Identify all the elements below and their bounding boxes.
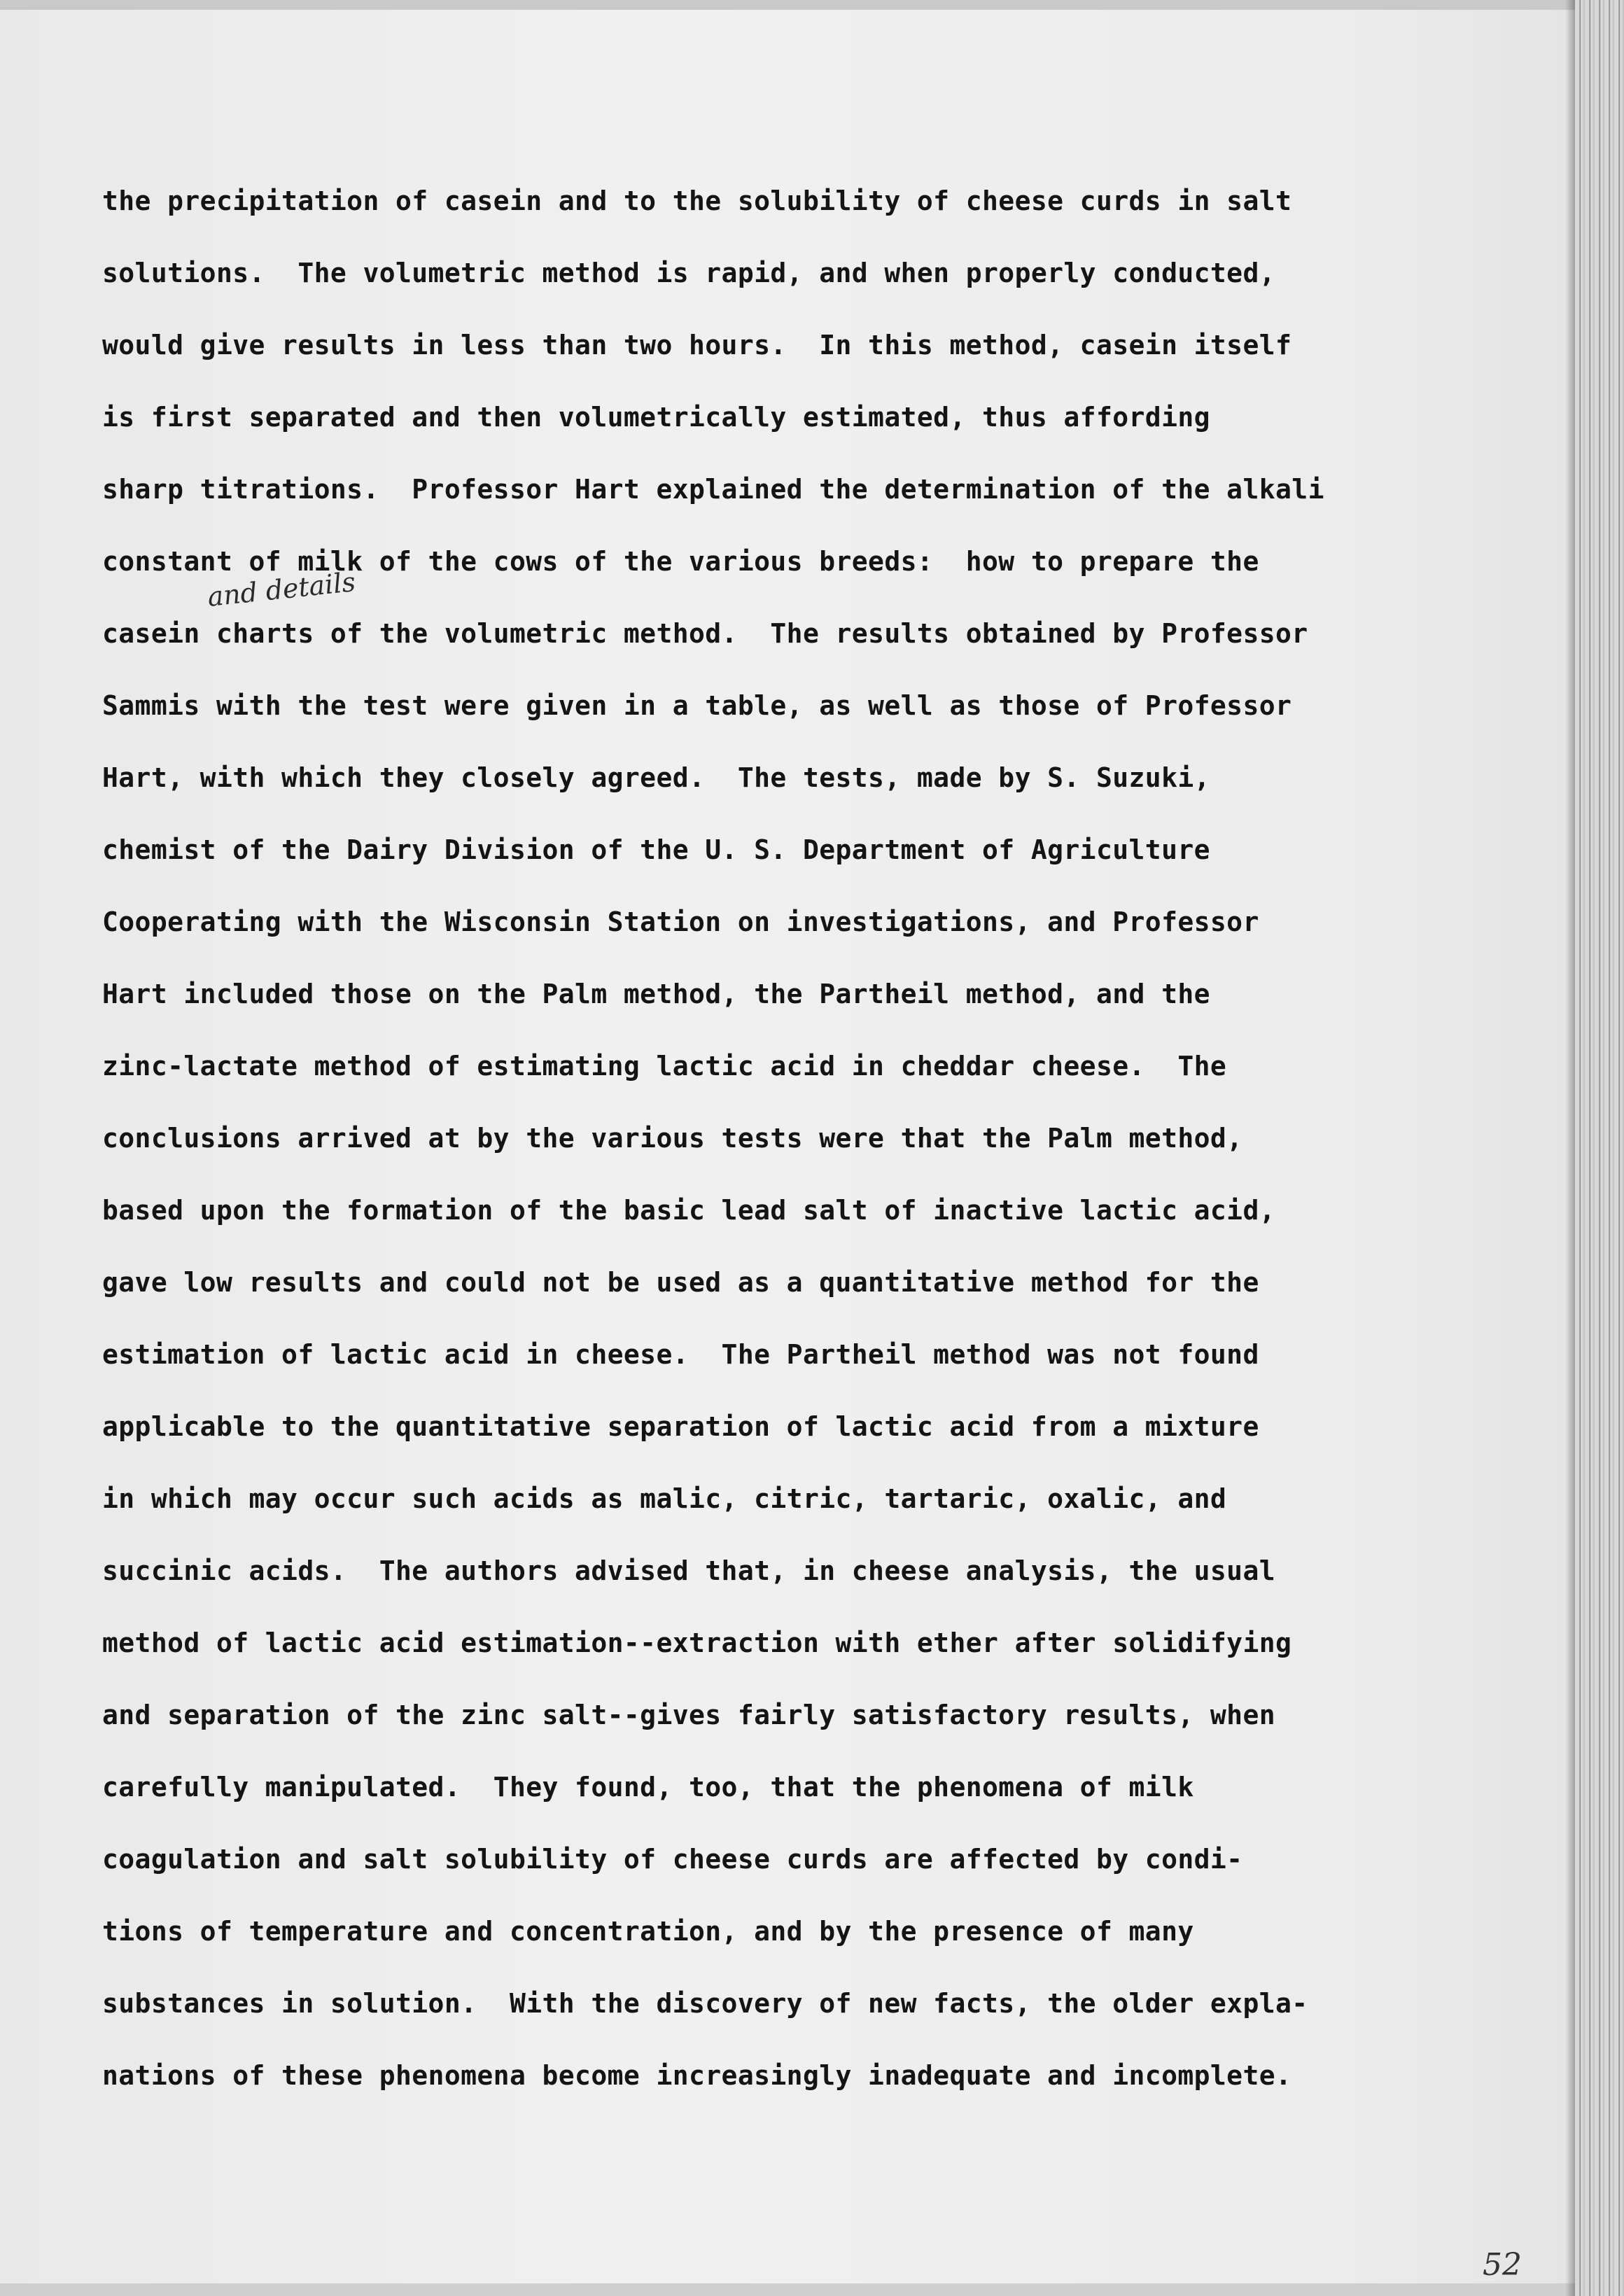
text-line: nations of these phenomena become increasingly inadequate and incomplete. bbox=[102, 2060, 1292, 2091]
text-line: conclusions arrived at by the various tests were that the Palm method, bbox=[102, 1123, 1243, 1154]
text-line: casein charts of the volumetric method. The results obtained by Professor bbox=[102, 618, 1308, 649]
text-line: applicable to the quantitative separation of lactic acid from a mixture bbox=[102, 1411, 1259, 1442]
text-line: carefully manipulated. They found, too, that the phenomena of milk bbox=[102, 1772, 1194, 1802]
text-line: chemist of the Dairy Division of the U. S. Department of Agriculture bbox=[102, 834, 1210, 865]
document-page bbox=[0, 10, 1575, 2296]
text-line: estimation of lactic acid in cheese. The Partheil method was not found bbox=[102, 1339, 1259, 1370]
text-line: gave low results and could not be used as a quantitative method for the bbox=[102, 1267, 1259, 1298]
text-line: would give results in less than two hours. In this method, casein itself bbox=[102, 330, 1292, 360]
text-line: substances in solution. With the discovery of new facts, the older expla- bbox=[102, 1988, 1308, 2019]
text-line: in which may occur such acids as malic, citric, tartaric, oxalic, and bbox=[102, 1483, 1227, 1514]
text-line: method of lactic acid estimation--extraction with ether after solidifying bbox=[102, 1628, 1292, 1658]
text-line: constant of milk of the cows of the various breeds: how to prepare the bbox=[102, 546, 1259, 577]
text-line: the precipitation of casein and to the solubility of cheese curds in salt bbox=[102, 186, 1292, 216]
page-stack-edge bbox=[1575, 0, 1624, 2296]
body-text bbox=[102, 165, 1446, 2112]
text-line: succinic acids. The authors advised that, in cheese analysis, the usual bbox=[102, 1555, 1276, 1586]
text-line: tions of temperature and concentration, and by the presence of many bbox=[102, 1916, 1194, 1947]
text-line: coagulation and salt solubility of cheese curds are affected by condi- bbox=[102, 1844, 1243, 1875]
text-line: solutions. The volumetric method is rapid, and when properly conducted, bbox=[102, 258, 1276, 288]
text-line: sharp titrations. Professor Hart explained the determination of the alkali bbox=[102, 474, 1324, 505]
text-line: Cooperating with the Wisconsin Station on investigations, and Professor bbox=[102, 906, 1259, 937]
page-number: 52 bbox=[1483, 2247, 1522, 2283]
handwritten-annotation: and details bbox=[206, 566, 357, 612]
text-line: zinc-lactate method of estimating lactic acid in cheddar cheese. The bbox=[102, 1051, 1227, 1082]
text-line: Sammis with the test were given in a table, as well as those of Professor bbox=[102, 690, 1292, 721]
text-line: is first separated and then volumetrically estimated, thus affording bbox=[102, 402, 1210, 433]
text-line: and separation of the zinc salt--gives fairly satisfactory results, when bbox=[102, 1700, 1276, 1730]
text-line: based upon the formation of the basic lead salt of inactive lactic acid, bbox=[102, 1195, 1276, 1226]
scan-bottom-border bbox=[0, 2283, 1575, 2296]
text-line: Hart, with which they closely agreed. The tests, made by S. Suzuki, bbox=[102, 762, 1210, 793]
text-line: Hart included those on the Palm method, the Partheil method, and the bbox=[102, 979, 1210, 1009]
